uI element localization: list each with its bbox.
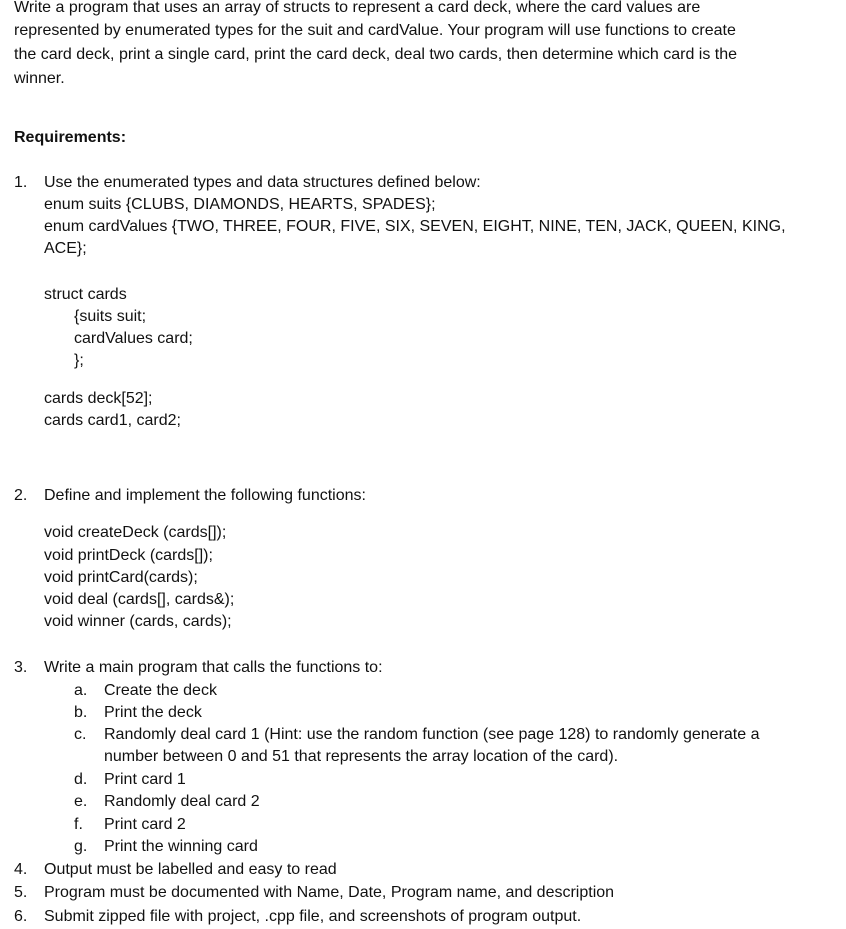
- enum-card-values-line-1: enum cardValues {TWO, THREE, FOUR, FIVE, SIX, SEVEN, EIGHT, NINE, TEN, JACK, QUEEN, KING,: [44, 218, 786, 235]
- subitem-text: Print the deck: [104, 704, 202, 721]
- subitem-text: Print card 2: [104, 816, 186, 833]
- item-2-number: 2.: [14, 487, 28, 504]
- enum-card-values-line-2: ACE};: [44, 240, 87, 257]
- subitem-letter: g.: [74, 838, 88, 855]
- struct-header: struct cards: [44, 286, 127, 303]
- subitem-letter: d.: [74, 771, 88, 788]
- cards-declaration: cards card1, card2;: [44, 412, 181, 429]
- item-5-text: Program must be documented with Name, Date, Program name, and description: [44, 884, 615, 901]
- deck-declaration: cards deck[52];: [44, 390, 153, 407]
- item-6-text: Submit zipped file with project, .cpp file, and screenshots of program output.: [44, 908, 582, 925]
- enum-suits-line: enum suits {CLUBS, DIAMONDS, HEARTS, SPADES};: [44, 196, 436, 213]
- item-6-number: 6.: [14, 908, 28, 925]
- function-signature: void createDeck (cards[]);: [44, 524, 227, 541]
- subitem-letter: a.: [74, 682, 88, 699]
- subitem-letter: f.: [74, 816, 83, 833]
- struct-body-line: };: [74, 352, 84, 369]
- item-3-number: 3.: [14, 659, 28, 676]
- struct-body-line: {suits suit;: [74, 308, 147, 325]
- function-signature: void printCard(cards);: [44, 569, 198, 586]
- item-2-text: Define and implement the following functions:: [44, 487, 366, 504]
- subitem-text: Print the winning card: [104, 838, 258, 855]
- subitem-text: Randomly deal card 1 (Hint: use the random function (see page 128) to randomly generate a: [104, 726, 760, 743]
- item-3-text: Write a main program that calls the functions to:: [44, 659, 383, 676]
- intro-line-3: the card deck, print a single card, print the card deck, deal two cards, then determine which card is the: [14, 46, 738, 63]
- function-signature: void winner (cards, cards);: [44, 613, 232, 630]
- item-5-number: 5.: [14, 884, 28, 901]
- intro-line-2: represented by enumerated types for the suit and cardValue. Your program will use functions to create: [14, 22, 736, 39]
- subitem-text: Print card 1: [104, 771, 186, 788]
- requirements-heading: Requirements:: [14, 129, 127, 146]
- item-1-number: 1.: [14, 174, 28, 191]
- intro-line-4: winner.: [14, 70, 65, 87]
- intro-line-1: Write a program that uses an array of structs to represent a card deck, where the card values are: [14, 0, 701, 16]
- item-4-number: 4.: [14, 861, 28, 878]
- subitem-text: Create the deck: [104, 682, 217, 699]
- function-signature: void printDeck (cards[]);: [44, 547, 213, 564]
- function-signature: void deal (cards[], cards&);: [44, 591, 235, 608]
- subitem-text-continuation: number between 0 and 51 that represents the array location of the card).: [104, 748, 619, 765]
- struct-body-line: cardValues card;: [74, 330, 193, 347]
- subitem-letter: b.: [74, 704, 88, 721]
- subitem-letter: e.: [74, 793, 88, 810]
- item-4-text: Output must be labelled and easy to read: [44, 861, 337, 878]
- subitem-text: Randomly deal card 2: [104, 793, 260, 810]
- item-1-text: Use the enumerated types and data structures defined below:: [44, 174, 481, 191]
- subitem-letter: c.: [74, 726, 87, 743]
